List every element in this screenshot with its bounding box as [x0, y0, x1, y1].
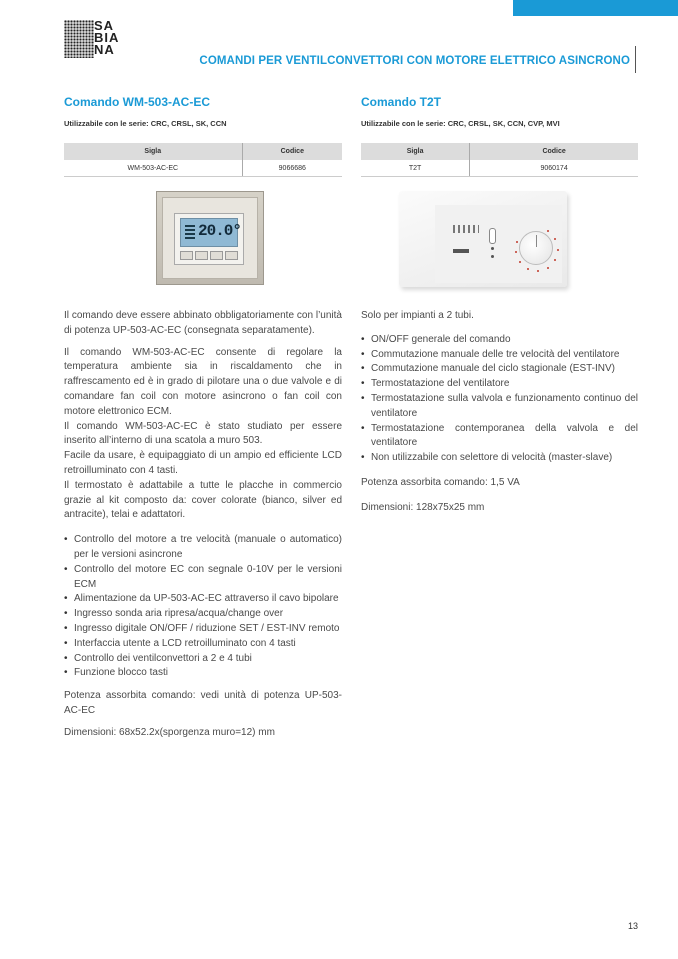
list-item: • ON/OFF generale del comando	[361, 333, 638, 348]
dial-tick	[527, 268, 529, 270]
wm-lcd-display	[180, 218, 242, 247]
left-power: Potenza assorbita comando: vedi unità di potenza UP-503-AC-EC	[64, 690, 342, 716]
list-item: • Controllo del motore a tre velocità (manuale o automatico) per le versioni asincrone	[64, 533, 342, 563]
logo-line-1: SA	[94, 18, 115, 33]
list-item: • Termostatazione del ventilatore	[361, 377, 638, 392]
list-item: • Interfaccia utente a LCD retroilluminato con 4 tasti	[64, 637, 342, 652]
wm-keys	[180, 251, 238, 260]
list-item: • Commutazione manuale delle tre velocità del ventilatore	[361, 348, 638, 363]
table-row	[361, 160, 638, 177]
table-header-codice: Codice	[242, 143, 342, 160]
list-item: • Controllo del motore EC con segnale 0-10V per le versioni ECM	[64, 563, 342, 593]
wm-key	[195, 251, 208, 260]
logo-dot-pattern	[64, 20, 94, 58]
wm-key	[225, 251, 238, 260]
right-power: Potenza assorbita comando: 1,5 VA	[361, 476, 520, 488]
list-item: • Ingresso digitale ON/OFF / riduzione SET / EST-INV remoto	[64, 622, 342, 637]
left-paragraph-5: Il termostato è adattabile a tutte le placche in commercio grazie al kit composto da: cover colorate (bianco, silver ed antracite), telai e adattatori.	[64, 479, 342, 521]
right-column	[361, 95, 638, 523]
lcd-bar-icon	[185, 225, 195, 241]
list-item: • Funzione blocco tasti	[64, 666, 342, 681]
left-paragraph-3: Il comando WM-503-AC-EC è stato studiato per essere inserito all’interno di una scatola a muro 503.	[64, 420, 342, 447]
table-cell-codice: 9066686	[242, 160, 342, 177]
speed-selector-icon	[453, 225, 479, 233]
right-section-title: Comando T2T	[361, 95, 441, 109]
right-code-table	[361, 143, 638, 177]
indicator-dot-icon	[491, 255, 494, 258]
table-header-sigla: Sigla	[64, 143, 242, 160]
table-cell-sigla: T2T	[361, 160, 470, 177]
right-dimensions: Dimensioni: 128x75x25 mm	[361, 501, 485, 513]
dial-tick	[547, 267, 549, 269]
right-body-text	[361, 309, 638, 516]
right-feature-list	[361, 333, 638, 466]
t2t-housing	[399, 191, 567, 287]
logo-wordmark	[94, 20, 119, 56]
top-accent-bar	[513, 0, 678, 16]
list-item: • Controllo dei ventilconvettori a 2 e 4 tubi	[64, 652, 342, 667]
wm-module	[174, 213, 244, 265]
left-column	[64, 95, 342, 748]
left-paragraph-1: Il comando deve essere abbinato obbligatoriamente con l’unità di potenza UP-503-AC-EC (consegnata separatamente).	[64, 310, 342, 336]
left-paragraph-4: Facile da usare, è equipaggiato di un ampio ed efficiente LCD retroilluminato con 4 tasti.	[64, 450, 342, 476]
wm-frame	[156, 191, 264, 285]
table-header-sigla: Sigla	[361, 143, 470, 160]
t2t-device-image	[361, 191, 638, 301]
table-cell-codice: 9060174	[470, 160, 638, 177]
list-item: • Commutazione manuale del ciclo stagionale (EST-INV)	[361, 362, 638, 377]
right-usable-series: Utilizzabile con le serie: CRC, CRSL, SK, CCN, CVP, MVI	[361, 119, 560, 128]
wm-key	[180, 251, 193, 260]
list-item: • Ingresso sonda aria ripresa/acqua/change over	[64, 607, 342, 622]
list-item: • Termostatazione contemporanea della valvola e del ventilatore	[361, 422, 638, 452]
left-section-title: Comando WM-503-AC-EC	[64, 95, 210, 109]
table-row	[64, 160, 342, 177]
logo-line-3: NA	[94, 42, 115, 57]
temperature-dial-icon	[519, 231, 553, 265]
left-body-text	[64, 309, 342, 741]
left-dimensions: Dimensioni: 68x52.2x(sporgenza muro=12) mm	[64, 726, 275, 738]
dial-tick	[557, 249, 559, 251]
list-item: • Non utilizzabile con selettore di velocità (master-slave)	[361, 451, 638, 466]
page-header-title: COMANDI PER VENTILCONVETTORI CON MOTORE ELETTRICO ASINCRONO	[199, 55, 630, 67]
wm-device-image	[64, 191, 342, 301]
header-divider	[635, 46, 636, 73]
season-switch-icon	[453, 249, 469, 253]
left-usable-series: Utilizzabile con le serie: CRC, CRSL, SK, CCN	[64, 119, 227, 128]
wm-plate	[162, 197, 258, 279]
dial-tick	[516, 241, 518, 243]
list-item: • Termostatazione sulla valvola e funzionamento continuo del ventilatore	[361, 392, 638, 422]
dial-tick	[554, 238, 556, 240]
list-item: • Alimentazione da UP-503-AC-EC attraverso il cavo bipolare	[64, 592, 342, 607]
dial-tick	[547, 230, 549, 232]
sabiana-logo	[64, 20, 134, 60]
logo-line-2: BIA	[94, 30, 120, 45]
page-number: 13	[628, 921, 639, 931]
dial-tick	[537, 270, 539, 272]
table-cell-sigla: WM-503-AC-EC	[64, 160, 242, 177]
dial-tick	[519, 261, 521, 263]
left-code-table	[64, 143, 342, 177]
dial-tick	[554, 259, 556, 261]
wm-key	[210, 251, 223, 260]
left-feature-list	[64, 533, 342, 681]
right-intro: Solo per impianti a 2 tubi.	[361, 310, 474, 321]
indicator-dot-icon	[491, 247, 494, 250]
lcd-temperature: 20.0°	[198, 222, 242, 240]
left-paragraph-2: Il comando WM-503-AC-EC consente di regolare la temperatura ambiente sia in riscaldamento che in raffrescamento ed è in grado di pilotare una o due valvole e di comandare fan coil con motore asincrono o fan coil con motore elettronico ECM.	[64, 346, 342, 417]
dial-tick	[515, 251, 517, 253]
table-header-codice: Codice	[470, 143, 638, 160]
mode-switch-icon	[489, 228, 496, 244]
